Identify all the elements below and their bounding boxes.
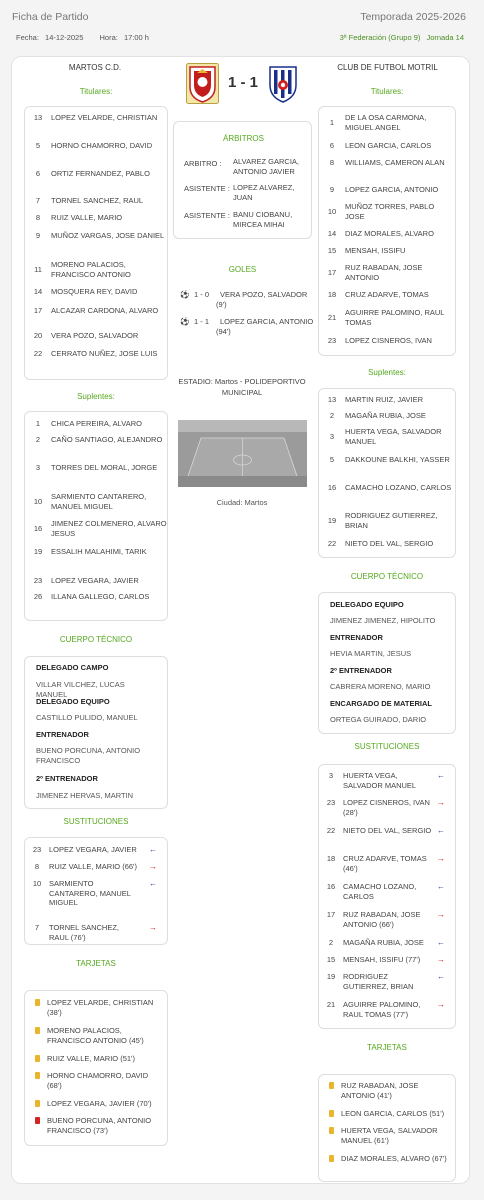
player-number: 19 [327, 516, 337, 525]
away-bench-list [318, 388, 456, 558]
player-name: HUERTA VEGA, SALVADOR MANUEL [345, 427, 442, 446]
date-value: 14-12-2025 [45, 33, 84, 42]
sub-name: RODRIGUEZ GUTIERREZ, BRIAN [343, 972, 414, 991]
player-number: 17 [327, 268, 337, 277]
player-name: MUÑOZ TORRES, PABLO JOSE [345, 202, 435, 221]
player-number: 10 [327, 207, 337, 216]
player-row[interactable] [319, 141, 455, 151]
away-crest-icon[interactable] [268, 65, 298, 103]
goal-score: 1 - 0 [194, 290, 210, 299]
sub-number: 21 [326, 1000, 336, 1009]
card-player: HUERTA VEGA, SALVADOR MANUEL (61') [341, 1126, 438, 1145]
player-number: 9 [329, 185, 335, 195]
player-name: AGUIRRE PALOMINO, RAUL TOMAS [345, 308, 445, 327]
arrow-right-icon: → [437, 955, 445, 964]
match-score: 1 - 1 [227, 74, 258, 91]
card-player: RUZ RABADAN, JOSE ANTONIO (41') [341, 1081, 419, 1100]
time-value: 17:00 h [123, 33, 149, 42]
referee-name[interactable]: ALVAREZ GARCIA, ANTONIO JAVIER [233, 157, 299, 176]
card-player: MORENO PALACIOS, FRANCISCO ANTONIO (45') [47, 1026, 144, 1045]
sub-name: TORNEL SANCHEZ, RAUL (76') [49, 923, 120, 942]
sub-number: 10 [32, 879, 42, 888]
soccer-ball-icon: ⚽ [180, 317, 190, 326]
home-staff-title: CUERPO TÉCNICO [59, 635, 133, 644]
sub-name: LOPEZ VEGARA, JAVIER [49, 845, 137, 854]
yellow-card-icon [329, 1110, 334, 1117]
player-name: MORENO PALACIOS, FRANCISCO ANTONIO [51, 260, 131, 279]
referee-name[interactable]: LOPEZ ALVAREZ, JUAN [233, 183, 295, 202]
player-row[interactable] [319, 290, 455, 300]
sub-number: 19 [326, 972, 336, 981]
player-number: 23 [33, 576, 43, 586]
match-meta [16, 33, 153, 42]
player-name: NIETO DEL VAL, SERGIO [345, 539, 434, 548]
goal-row[interactable] [180, 317, 314, 337]
card-player: LOPEZ VEGARA, JAVIER (70') [47, 1099, 152, 1108]
card-row[interactable] [329, 1126, 454, 1145]
card-row[interactable] [35, 1099, 160, 1109]
player-row[interactable] [25, 113, 167, 123]
player-name: DAKKOUNE BALKHI, YASSER [345, 455, 450, 464]
yellow-card-icon [35, 999, 40, 1006]
staff-role: ENTRENADOR [330, 633, 383, 642]
arrow-left-icon: ← [437, 771, 445, 780]
home-suplentes-title: Suplentes: [77, 392, 115, 401]
player-row[interactable] [25, 231, 167, 241]
player-name: ILLANA GALLEGO, CARLOS [51, 592, 150, 601]
player-row[interactable] [319, 113, 455, 132]
player-name: VERA POZO, SALVADOR [51, 331, 139, 340]
substitution-row[interactable] [319, 798, 455, 817]
player-name: ALCAZAR CARDONA, ALVARO [51, 306, 159, 315]
player-row[interactable] [319, 308, 455, 327]
player-name: LOPEZ VELARDE, CHRISTIAN [51, 113, 158, 122]
sub-name: NIETO DEL VAL, SERGIO [343, 826, 432, 835]
player-name: CAMACHO LOZANO, CARLOS [345, 483, 452, 492]
away-staff-title: CUERPO TÉCNICO [350, 572, 424, 581]
player-number: 13 [33, 113, 43, 123]
staff-name[interactable]: ORTEGA GUIRADO, DARIO [330, 715, 427, 724]
sub-name: MAGAÑA RUBIA, JOSE [343, 938, 424, 947]
yellow-card-icon [35, 1027, 40, 1034]
player-row[interactable] [319, 483, 455, 493]
referee-role: ASISTENTE : [184, 184, 230, 193]
arrow-left-icon: ← [149, 845, 157, 854]
yellow-card-icon [329, 1082, 334, 1089]
player-row[interactable] [25, 463, 167, 473]
yellow-card-icon [35, 1100, 40, 1107]
player-number: 26 [33, 592, 43, 602]
player-row[interactable] [25, 592, 167, 602]
substitution-row[interactable] [319, 955, 455, 965]
sub-name: LOPEZ CISNEROS, IVAN (28') [343, 798, 430, 817]
home-subs-title: SUSTITUCIONES [63, 817, 129, 826]
arrow-left-icon: ← [437, 826, 445, 835]
away-suplentes-title: Suplentes: [368, 368, 406, 377]
player-row[interactable] [319, 395, 455, 405]
substitution-row[interactable] [319, 972, 455, 991]
player-row[interactable] [319, 411, 455, 421]
player-name: WILLIAMS, CAMERON ALAN [345, 158, 445, 167]
away-cards-title: TARJETAS [367, 1043, 407, 1052]
player-name: DE LA OSA CARMONA, MIGUEL ANGEL [345, 113, 427, 132]
staff-role: DELEGADO CAMPO [36, 663, 109, 672]
player-name: MENSAH, ISSIFU [345, 246, 406, 255]
player-number: 16 [327, 483, 337, 493]
player-name: SARMIENTO CANTARERO, MANUEL MIGUEL [51, 492, 147, 511]
substitution-row[interactable] [319, 771, 455, 790]
substitution-row[interactable] [319, 938, 455, 948]
player-number: 6 [35, 169, 41, 179]
away-cards-box [318, 1074, 456, 1182]
away-titulares-title: Titulares: [370, 87, 404, 96]
card-player: RUIZ VALLE, MARIO (51') [47, 1054, 135, 1063]
player-name: MARTIN RUIZ, JAVIER [345, 395, 424, 404]
card-row[interactable] [329, 1154, 454, 1164]
player-name: TORRES DEL MORAL, JORGE [51, 463, 158, 472]
staff-name[interactable]: VILLAR VILCHEZ, LUCAS MANUEL [36, 680, 125, 699]
date-label: Fecha: [16, 33, 39, 42]
substitution-row[interactable] [25, 845, 167, 855]
player-number: 3 [329, 432, 335, 441]
sub-name: CAMACHO LOZANO, CARLOS [343, 882, 417, 901]
goal-score: 1 - 1 [194, 317, 210, 326]
sub-number: 22 [326, 826, 336, 835]
card-row[interactable] [35, 1026, 160, 1045]
yellow-card-icon [329, 1155, 334, 1162]
season-label: Temporada 2025-2026 [360, 11, 466, 23]
player-row[interactable] [319, 202, 455, 221]
player-name: MOSQUERA REY, DAVID [51, 287, 138, 296]
player-number: 20 [33, 331, 43, 341]
player-name: ESSALIH MALAHIMI, TARIK [51, 547, 147, 556]
player-name: ORTIZ FERNANDEZ, PABLO [51, 169, 150, 178]
arrow-right-icon: → [437, 1000, 445, 1009]
card-player: LEON GARCIA, CARLOS (51') [341, 1109, 445, 1118]
player-number: 17 [33, 306, 43, 316]
player-row[interactable] [25, 576, 167, 586]
player-number: 22 [327, 539, 337, 549]
player-name: LOPEZ GARCIA, ANTONIO [345, 185, 439, 194]
player-number: 5 [35, 141, 41, 151]
staff-role: 2º ENTRENADOR [36, 774, 98, 783]
home-cards-box [24, 990, 168, 1146]
home-staff-box [24, 656, 168, 809]
card-row[interactable] [35, 1116, 160, 1135]
stadium-label: ESTADIO: Martos - POLIDEPORTIVO MUNICIPAL [178, 377, 306, 397]
player-number: 11 [34, 265, 42, 274]
staff-role: 2º ENTRENADOR [330, 666, 392, 675]
player-row[interactable] [25, 141, 167, 151]
player-row[interactable] [319, 427, 455, 446]
player-number: 18 [327, 290, 337, 300]
player-number: 2 [329, 411, 335, 421]
sub-number: 3 [328, 771, 334, 780]
away-subs-box [318, 764, 456, 1029]
sub-name: AGUIRRE PALOMINO, RAUL TOMAS (77') [343, 1000, 421, 1019]
player-number: 1 [329, 118, 335, 127]
player-number: 9 [35, 231, 41, 241]
player-row[interactable] [319, 185, 455, 195]
home-subs-box [24, 837, 168, 945]
staff-name[interactable]: CASTILLO PULIDO, MANUEL [36, 713, 138, 722]
player-row[interactable] [319, 263, 455, 282]
staff-role: ENTRENADOR [36, 730, 89, 739]
player-row[interactable] [319, 455, 455, 465]
player-number: 1 [35, 419, 41, 429]
arrow-left-icon: ← [437, 972, 445, 981]
player-number: 5 [329, 455, 335, 465]
stadium-image [178, 420, 307, 487]
player-row[interactable] [25, 331, 167, 341]
sub-name: HUERTA VEGA, SALVADOR MANUEL [343, 771, 417, 790]
arrow-right-icon: → [437, 910, 445, 919]
home-cards-title: TARJETAS [76, 959, 116, 968]
player-number: 10 [33, 497, 43, 506]
player-name: LOPEZ VEGARA, JAVIER [51, 576, 139, 585]
player-number: 14 [327, 229, 337, 239]
card-player: DIAZ MORALES, ALVARO (67') [341, 1154, 447, 1163]
yellow-card-icon [35, 1072, 40, 1079]
substitution-row[interactable] [25, 923, 167, 942]
staff-name[interactable]: BUENO PORCUNA, ANTONIO FRANCISCO [36, 746, 141, 765]
player-number: 6 [329, 141, 335, 151]
city-label: Ciudad: [216, 498, 243, 507]
referees-box [173, 121, 312, 239]
staff-name[interactable]: JIMENEZ JIMENEZ, HIPOLITO [330, 616, 436, 625]
sub-number: 18 [326, 854, 336, 863]
player-number: 7 [35, 196, 41, 206]
goal-scorer: LOPEZ GARCIA, ANTONIO [220, 317, 314, 326]
substitution-row[interactable] [319, 854, 455, 873]
staff-name[interactable]: JIMENEZ HERVAS, MARTIN [36, 791, 134, 800]
sub-number: 23 [32, 845, 42, 854]
player-name: LEON GARCIA, CARLOS [345, 141, 432, 150]
player-name: RUIZ VALLE, MARIO [51, 213, 123, 222]
player-row[interactable] [25, 213, 167, 223]
card-player: LOPEZ VELARDE, CHRISTIAN (38') [47, 998, 154, 1017]
substitution-row[interactable] [25, 862, 167, 872]
card-row[interactable] [329, 1109, 454, 1119]
sub-number: 8 [34, 862, 40, 871]
page-title: Ficha de Partido [12, 11, 89, 23]
sub-number: 15 [326, 955, 336, 964]
player-row[interactable] [319, 158, 455, 168]
match-header [0, 0, 484, 52]
card-row[interactable] [329, 1081, 454, 1100]
referees-title: ÁRBITROS [223, 134, 264, 143]
arrow-right-icon: → [437, 798, 445, 807]
card-row[interactable] [35, 1054, 160, 1064]
player-row[interactable] [25, 547, 167, 557]
player-number: 19 [33, 547, 43, 557]
goal-minute: (9') [216, 300, 227, 309]
time-label: Hora: [99, 33, 118, 42]
home-crest-icon[interactable] [186, 63, 219, 104]
player-row[interactable] [25, 435, 167, 445]
player-name: TORNEL SANCHEZ, RAUL [51, 196, 144, 205]
arrow-right-icon: → [149, 862, 157, 871]
player-number: 14 [33, 287, 43, 297]
player-row[interactable] [25, 287, 167, 297]
sub-name: RUIZ VALLE, MARIO (66') [49, 862, 137, 871]
staff-name[interactable]: HEVIA MARTIN, JESUS [330, 649, 412, 658]
sub-name: MENSAH, ISSIFU (77') [343, 955, 421, 964]
player-number: 22 [33, 349, 43, 359]
card-row[interactable] [35, 1071, 160, 1090]
sub-name: RUZ RABADAN, JOSE ANTONIO (66') [343, 910, 421, 929]
player-row[interactable] [25, 349, 167, 359]
competition-info [336, 33, 464, 42]
staff-role: DELEGADO EQUIPO [330, 600, 404, 609]
player-name: CAÑO SANTIAGO, ALEJANDRO [51, 435, 163, 444]
player-name: CERRATO NUÑEZ, JOSE LUIS [51, 349, 158, 358]
player-row[interactable] [25, 196, 167, 206]
sub-name: SARMIENTO CANTARERO, MANUEL MIGUEL [49, 879, 131, 907]
home-titulares-title: Titulares: [79, 87, 113, 96]
player-name: RUZ RABADAN, JOSE ANTONIO [345, 263, 423, 282]
player-name: DIAZ MORALES, ALVARO [345, 229, 434, 238]
player-name: CHICA PEREIRA, ALVARO [51, 419, 142, 428]
player-name: CRUZ ADARVE, TOMAS [345, 290, 429, 299]
player-number: 3 [35, 463, 41, 473]
sub-name: CRUZ ADARVE, TOMAS (46') [343, 854, 427, 873]
player-row[interactable] [319, 336, 455, 346]
away-starting-list [318, 106, 456, 356]
sub-number: 16 [326, 882, 336, 891]
player-row[interactable] [25, 419, 167, 429]
sub-number: 23 [326, 798, 336, 807]
goal-minute: (94') [216, 327, 231, 336]
staff-role: DELEGADO EQUIPO [36, 697, 110, 706]
player-row[interactable] [319, 539, 455, 549]
away-team-name[interactable]: CLUB DE FUTBOL MOTRIL [337, 63, 438, 72]
player-number: 21 [327, 313, 337, 322]
staff-name[interactable]: CABRERA MORENO, MARIO [330, 682, 431, 691]
home-team-name[interactable]: MARTOS C.D. [68, 63, 122, 72]
home-starting-list [24, 106, 168, 380]
arrow-left-icon: ← [437, 882, 445, 891]
substitution-row[interactable] [319, 1000, 455, 1019]
soccer-ball-icon: ⚽ [180, 290, 190, 299]
red-card-icon [35, 1117, 40, 1124]
player-row[interactable] [25, 260, 167, 279]
player-name: MAGAÑA RUBIA, JOSE [345, 411, 426, 420]
goal-scorer: VERA POZO, SALVADOR [220, 290, 308, 299]
arrow-left-icon: ← [437, 938, 445, 947]
player-name: LOPEZ CISNEROS, IVAN [345, 336, 432, 345]
away-subs-title: SUSTITUCIONES [354, 742, 420, 751]
card-row[interactable] [35, 998, 160, 1017]
sub-number: 17 [326, 910, 336, 919]
player-row[interactable] [25, 519, 167, 538]
city-value: Martos [244, 498, 268, 507]
player-row[interactable] [25, 306, 167, 316]
yellow-card-icon [35, 1055, 40, 1062]
player-number: 8 [329, 158, 335, 168]
player-row[interactable] [319, 246, 455, 256]
substitution-row[interactable] [319, 882, 455, 901]
referee-role: ASISTENTE : [184, 211, 230, 220]
player-row[interactable] [25, 492, 167, 511]
player-number: 15 [327, 246, 337, 256]
player-number: 16 [33, 524, 43, 533]
player-row[interactable] [319, 229, 455, 239]
player-name: HORNO CHAMORRO, DAVID [51, 141, 153, 150]
substitution-row[interactable] [319, 826, 455, 836]
staff-role: ENCARGADO DE MATERIAL [330, 699, 432, 708]
away-staff-box [318, 592, 456, 734]
arrow-left-icon: ← [149, 879, 157, 888]
player-row[interactable] [319, 511, 455, 530]
player-number: 2 [35, 435, 41, 445]
player-name: JIMENEZ COLMENERO, ALVARO JESUS [51, 519, 167, 538]
yellow-card-icon [329, 1127, 334, 1134]
player-name: RODRIGUEZ GUTIERREZ, BRIAN [345, 511, 438, 530]
substitution-row[interactable] [25, 879, 167, 908]
card-player: BUENO PORCUNA, ANTONIO FRANCISCO (73') [47, 1116, 152, 1135]
round-link[interactable]: Jornada 14 [426, 33, 464, 42]
card-player: HORNO CHAMORRO, DAVID (68') [47, 1071, 149, 1090]
arrow-right-icon: → [149, 923, 157, 932]
player-number: 23 [327, 336, 337, 346]
city-info [178, 498, 306, 507]
goal-row[interactable] [180, 290, 310, 310]
referee-role: ARBITRO : [184, 159, 222, 168]
competition-link[interactable]: 3ª Federación (Grupo 9) [339, 33, 421, 42]
goals-title: GOLES [228, 265, 257, 274]
substitution-row[interactable] [319, 910, 455, 929]
sub-number: 2 [328, 938, 334, 947]
home-bench-list [24, 411, 168, 621]
arrow-right-icon: → [437, 854, 445, 863]
player-name: MUÑOZ VARGAS, JOSE DANIEL [51, 231, 165, 240]
sub-number: 7 [34, 923, 40, 932]
player-number: 13 [327, 395, 337, 405]
player-number: 8 [35, 213, 41, 223]
referee-name[interactable]: BANU CIOBANU, MIRCEA MIHAI [233, 210, 293, 229]
player-row[interactable] [25, 169, 167, 179]
